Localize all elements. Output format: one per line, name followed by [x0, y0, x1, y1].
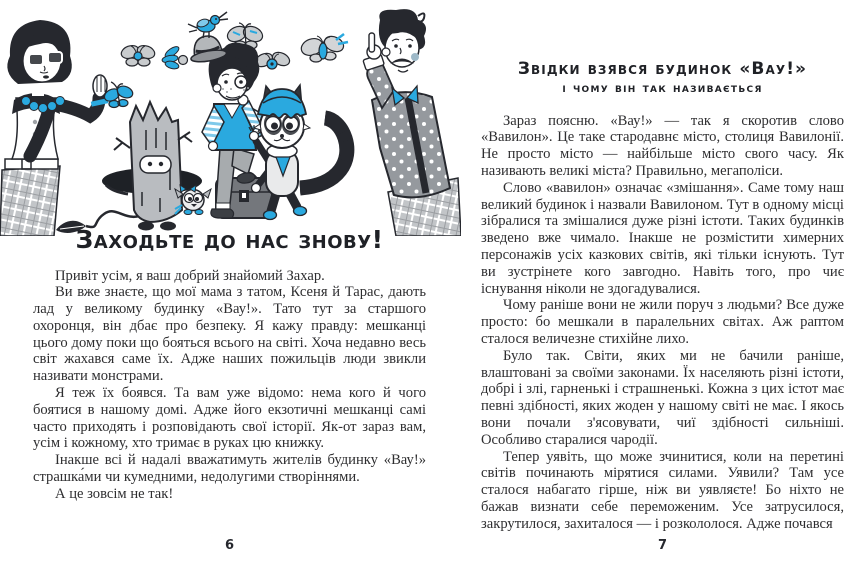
- page-right: [481, 0, 844, 587]
- paragraph: Привіт усім, я ваш добрий знайомий Захар.: [55, 267, 325, 284]
- page-number-right: 7: [657, 538, 668, 553]
- chapter-heading-line2: і чому він так називається: [562, 80, 763, 97]
- paragraph: Ви вже знаєте, що мої мама з татом, Ксеня й Тарас, дають лад у великому будинку «Вау!». Тато тут за старшого охоронця, він дбає про безпеку. Я кажу правду: мешканці цього дому поки що бояться всього на світі. Хоча недавно весь світ жахався саме їх. Адже наших пожильців люди звикли називати монстрами.: [33, 284, 426, 385]
- page-number-left: 6: [224, 538, 235, 553]
- chapter-heading-line1: Звідки взявся будинок «Вау!»: [517, 59, 808, 79]
- paragraph: А це зовсім не так!: [55, 485, 174, 502]
- paragraph: Я теж їх боявся. Та вам уже відомо: нема кого й чого боятися в нашому домі. Адже його екзотичні мешканці самі часто приходять і розповідають свої історії. Як-от зараз вам, усім і кожному, хто тримає в руках цю книжку.: [33, 385, 426, 452]
- paragraph: Зараз поясню. «Вау!» — так я скоротив слово «Вавилон». Це таке стародавнє місто, столиця Вавилонії. Не просто місто — найбільше місто свого часу. Як називають великі міста? Правильно, мегаполіси.: [481, 112, 844, 180]
- paragraph: Слово «вавилон» означає «змішання». Саме тому наш великий будинок і назвали Вавилоном. Тут в одному місці зібралися та змішалися дуже різні істоти. Таких будинків зведено вже чимало. Інакше не розмістити химерних персонажів усіх казкових світів, які тільки існують. Тут ви зустрінете кого завгодно. Навіть того, про чиє існування ніколи не здогадувалися.: [481, 179, 844, 297]
- right-body-text: [481, 113, 844, 533]
- page-title: Заходьте до нас знову!: [75, 225, 384, 254]
- paragraph: Чому раніше вони не жили поруч з людьми? Все дуже просто: бо мешкали в паралельних світах. Аж раптом сталося величезне стихійне лихо.: [481, 297, 844, 347]
- chapter-heading: [481, 58, 844, 98]
- page-left: [33, 0, 426, 587]
- paragraph: Інакше всі й надалі вважатимуть жителів будинку «Вау!» страшка́ми чи кумедними, недолугими створіннями.: [33, 452, 426, 486]
- paragraph: Було так. Світи, яких ми не бачили раніше, влаштовані за своїми законами. Їх населяють різні істоти, добрі і злі, гарненькі і страшненькі. Кожна з цих істот має певні здібності, яких жоден у нашому світі не має. І якось вони почали з'ясовувати, чиї здібності сильніші. Особливо старалися чародії.: [481, 347, 844, 448]
- left-body-text: [33, 268, 426, 503]
- paragraph: Тепер уявіть, що може зчинитися, коли на перетині світів починають мірятися силами. Уявили? Там усе сталося набагато гірше, ніж ви уявляєте! Бо ніхто не бажав визнати себе переможеним. Усе затрусилося, закрутилося, захиталося — і розкололося. Адже почався: [481, 448, 844, 532]
